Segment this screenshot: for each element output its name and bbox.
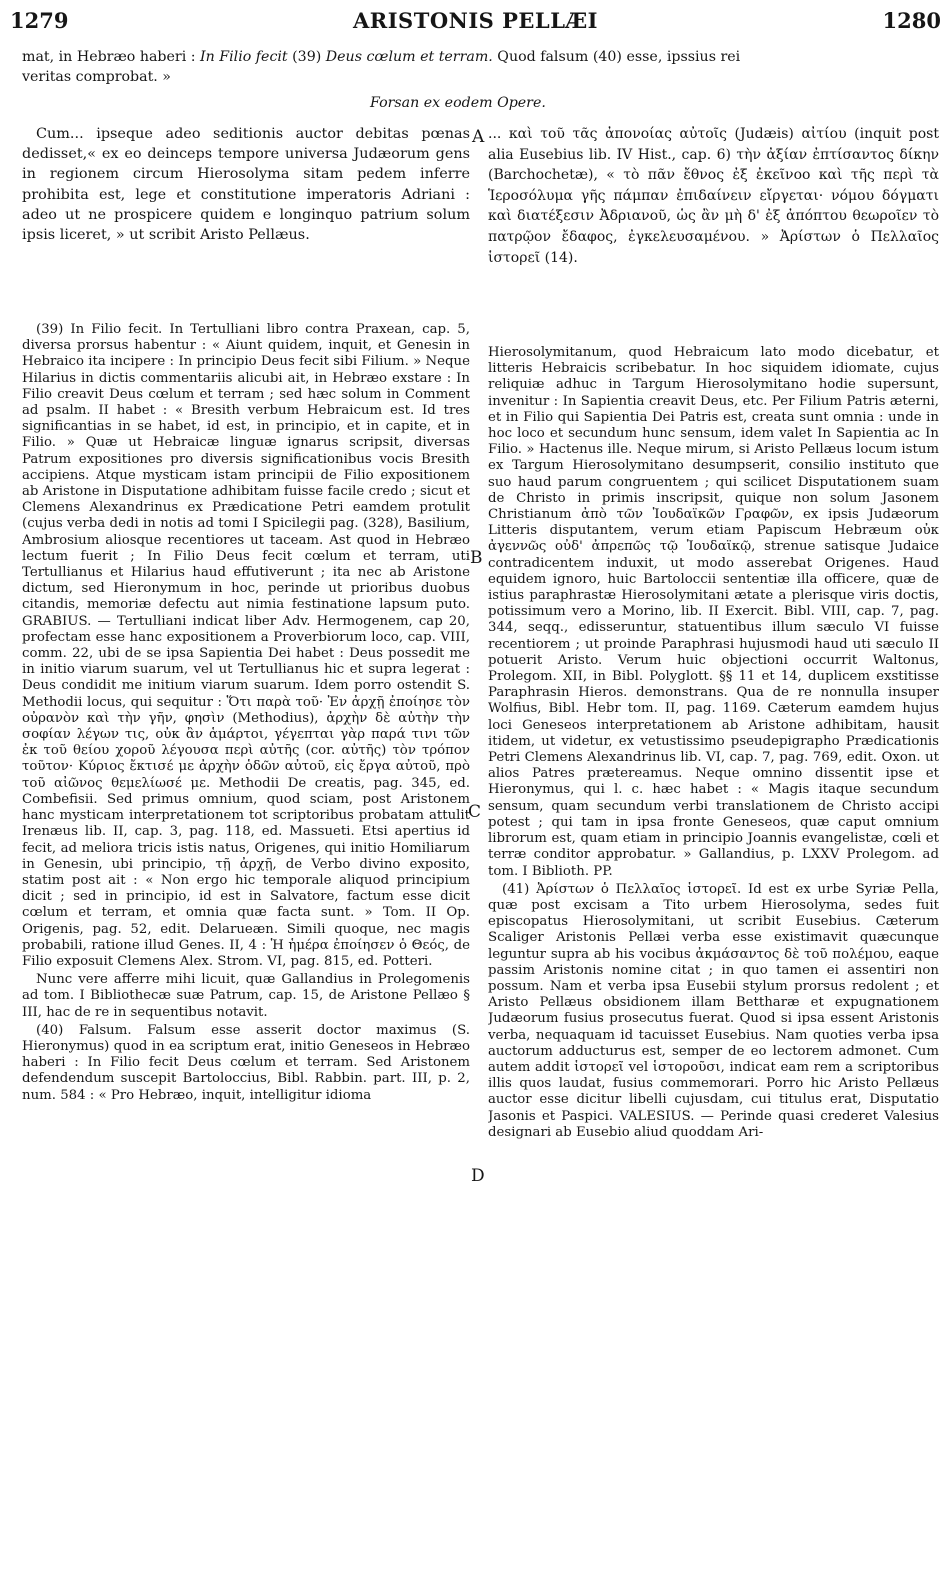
page-header <box>10 8 941 38</box>
running-title: ARISTONIS PELLÆI <box>352 8 599 33</box>
notes-left-column <box>22 322 470 1574</box>
intro-italic: Deus cœlum et terram. <box>325 49 493 65</box>
page-number-left: 1279 <box>10 8 69 33</box>
intro-segment: Quod falsum (40) esse, ipssius rei <box>492 49 741 65</box>
latin-fragment-text: Cum... ipseque adeo seditionis auctor debitas pœnas dedisset,« ex eo deinceps tempore universa Judæorum gens in regionem circum Hierosolyma sitam pedem inferre prohibita est, lege et constitutione imperatoris Adriani : adeo ut ne prospicere quidem e longinquo patrium solum ipsis liceret, » ut scribit Aristo Pellæus. <box>22 126 470 244</box>
greek-fragment <box>488 124 939 334</box>
margin-marker-a: A <box>472 127 485 147</box>
intro-text <box>22 48 939 87</box>
note-41: (41) Ἀρίστων ὁ Πελλαῖος ἱστορεῖ. Id est ex urbe Syriæ Pella, quæ post excisam a Tito urbem Hierosolyma, sedes fuit episcopatus Hierosolymitani, ut scribit Eusebius. Cæterum Scaliger Aristonis Pellæi verba esse existimavit quæcunque leguntur supra ab his vocibus ἀκμάσαντος δὲ τοῦ πολέμου, eaque passim Aristonis nomine citat ; in quo tamen ei assentiri non possum. Nam et verba ipsa Eusebii stylum prorsus redolent ; et Aristo Pellæus obsidionem illam Bettharæ et expugnationem Judæorum fusius prosecutus fuerat. Quod si ipsa essent Aristonis verba, nequaquam id tacuisset Eusebius. Nam quoties verba ipsa auctorum adducturus est, semper de eo lectorem admonet. Cum autem addit ἱστορεῖ vel ἱστοροῦσι, indicat eam rem a scriptoribus illis quos laudat, fusius commemorari. Porro hic Aristo Pellæus auctor esse dicitur libelli cujusdam, cui titulus erat, Disputatio Jasonis et Paspici. VALESIUS. — Perinde quasi crederet Valesius designari ab Eusebio aliud quoddam Ari- <box>488 881 939 1140</box>
greek-fragment-text: ... καὶ τοῦ τᾶς ἀπονοίας αὐτοῖς (Judæis) αἰτίου (inquit post alia Eusebius lib. IV Hist., cap. 6) τὴν ἀξίαν ἐπτίσαντος δίκην (Barchochetæ), « τὸ πᾶν ἔθνος ἐξ ἐκεῖνοο καὶ τῆς περὶ τὰ Ἱεροσόλυμα γῆς πάμπαν ἐπιδαίνειν εἴργεται· νόμου δόγματι καὶ διατέξεσιν Ἀδριανοῦ, ὡς ἂν μὴ δ' ἐξ ἀπόπτου θεωροῖεν τὸ πατρῷον ἔδαφος, ἐγκελευσαμένου. » Ἀρίστων ὁ Πελλαῖος ἱστορεῖ (14). <box>488 126 939 266</box>
note-40: (40) Falsum. Falsum esse asserit doctor maximus (S. Hieronymus) quod in ea scriptum erat, initio Geneseos in Hebræo haberi : In Filio fecit Deus cœlum et terram. Sed Aristonem defendendum suscepit Bartoloccius, Bibl. Rabbin. part. III, p. 2, num. 584 : « Pro Hebræo, inquit, intelligitur idioma <box>22 1022 470 1103</box>
note-40-continued: Hierosolymitanum, quod Hebraicum lato modo dicebatur, et litteris Hebraicis scribebatur. In hoc siquidem idiomate, cujus reliquiæ adhuc in Targum Hierosolymitano hodie supersunt, invenitur : In Sapientia creavit Deus, etc. Per Filium Patris æterni, et in Filio qui Sapientia Dei Patris est, creata sunt omnia : unde in hoc loco et secundum hunc sensum, idem valet In Sapientia ac In Filio. » Hactenus ille. Neque mirum, si Aristo Pellæus locum istum ex Targum Hierosolymitano desumpserit, consilio instituto que suo haud parum congruentem ; qui scilicet Disputationem suam de Christo in primis inscripsit, quique non solum Jasonem Christianum ἀπὸ τῶν Ἰουδαϊκῶν Γραφῶν, ex ipsis Judæorum Litteris disputantem, verum etiam Papiscum Hebræum οὐκ ἀγεννῶς οὐδ' ἀπρεπῶς τῷ Ἰουδαϊκῷ, strenue satisque Judaice contradicentem induxit, ut modo asserebat Origenes. Haud equidem ignoro, huic Bartoloccii sententiæ illa officere, quæ de istius paraphrastæ Hierosolymitani ætate a plerisque viris doctis, potissimum vero a Morino, lib. II Exercit. Bibl. VIII, cap. 7, pag. 344, seqq., edisseruntur, statuentibus illum sæculo VI fuisse recentiorem ; ut proinde Paraphrasi hujusmodi haud uti sæculo II potuerit Aristo. Verum huic objectioni occurrit Waltonus, Prolegom. XII, in Bibl. Polyglott. §§ 11 et 14, duplicem exstitisse Paraphrasin Hieros. demonstrans. Qua de re nonnulla insuper Wolfius, Bibl. Hebr tom. II, pag. 1169. Cæterum eamdem hujus loci Geneseos interpretationem ab Aristone adhibitam, hausit itidem, ut videtur, ex vetustissimo pseudepigrapho Prædicationis Petri Clemens Alexandrinus lib. VI, cap. 7, pag. 769, edit. Oxon. ut alios Patres prætereamus. Neque omnino dissentit ipse et Hieronymus, qui l. c. hæc habet : « Magis itaque secundum sensum, quam secundum verbi translationem de Christo accipi potest ; qui tam in ipsa fronte Geneseos, quæ caput omnium librorum est, quam etiam in principio Joannis evangelistæ, cœli et terræ conditor approbatur. » Gallandius, p. LXXV Prolegom. ad tom. I Biblioth. PP. <box>488 345 939 879</box>
latin-fragment <box>22 124 470 294</box>
intro-italic: In Filio fecit <box>200 49 288 65</box>
intro-segment: mat, in Hebræo haberi : <box>22 49 201 65</box>
note-39: (39) In Filio fecit. In Tertulliani libro contra Praxean, cap. 5, diversa prorsus habentur : « Aiunt quidem, inquit, et Genesin in Hebraico ita incipere : In principio Deus fecit sibi Filium. » Neque Hilarius in dictis commentariis alicubi ait, in Hebræo exstare : In Filio creavit Deus cœlum et terram ; sed hæc solum in Comment ad psalm. II habet : « Bresith verbum Hebraicum est. Id tres significantias in se habet, id est, in principio, et in capite, et in Filio. » Quæ ut Hebraicæ linguæ ignarus scripsit, diversas Patrum expositiones pro diversis significationibus vocis Bresith accipiens. Atque mysticam istam principii de Filio expositionem ab Aristone in Disputatione adhibitam fuisse facile credo ; sicut et Clemens Alexandrinus ex Prædicatione Petri eamdem protulit (cujus verba dedi in notis ad tomi I Spicilegii pag. (328), Basilium, Ambrosium aliosque recentiores ut taceam. Ast quod in Hebræo lectum fuerit ; In Filio Deus fecit cœlum et terram, uti Tertullianus et Hilarius haud effutiverunt ; ita nec ab Aristone dictum, sed Hieronymum in hoc, perinde ut prioribus duobus citandis, memoriæ defectu aut nimia festinatione lapsum puto. GRABIUS. — Tertulliani indicat liber Adv. Hermogenem, cap 20, profectam esse hanc expositionem a Proverbiorum loco, cap. VIII, comm. 22, ubi de se ipsa Sapientia Dei habet : Deus possedit me in initio viarum suarum, vel ut Tertullianus hic et supra legerat : Deus condidit me initium viarum suarum. Idem porro ostendit S. Methodii locus, qui sequitur : Ὅτι παρὰ τοῦ· Ἐν ἀρχῇ ἐποίησε τὸν οὐρανὸν καὶ τὴν γῆν, φησὶν (Methodius), ἀρχὴν δὲ αὐτὴν τὴν σοφίαν λέγων τις, οὐκ ἂν ἁμάρτοι, γέγεπται γὰρ παρά τινι τῶν ἐκ τοῦ θείου χοροῦ λέγουσα περὶ αὐτῆς (cor. αὐτῆς) τὸν τρόπον τοῦτον· Κύριος ἔκτισέ με ἀρχὴν ὁδῶν αὐτοῦ, εἰς ἔργα αὐτοῦ, πρὸ τοῦ αἰῶνος θεμελίωσέ με. Methodii De creatis, pag. 345, ed. Combefisii. Sed primus omnium, quod sciam, post Aristonem hanc mysticam interpretationem tot scriptoribus probatam attulit Irenæus lib. II, cap. 3, pag. 118, ed. Massueti. Etsi apertius id fecit, ad meliora tricis istis natus, Origenes, qui initio Homiliarum in Genesin, ubi principio, τῇ ἀρχῇ, de Verbo divino exposito, statim post ait : « Non ergo hic temporale aliquod principium dicit ; sed in principio, id est in Salvatore, factum esse dicit cœlum et terram, et omnia quæ facta sunt. » Tom. II Op. Origenis, pag. 52, edit. Delarueæn. Simili quoque, nec magis probabili, ratione illud Genes. II, 4 : Ἡ ἡμέρα ἐποίησεν ὁ Θεός, de Filio exposuit Clemens Alex. Strom. VI, pag. 815, ed. Potteri. <box>22 322 470 969</box>
note-gallandius-intro: Nunc vere afferre mihi licuit, quæ Gallandius in Prolegomenis ad tom. I Bibliothecæ suæ Patrum, cap. 15, de Aristone Pellæo § III, hac de re in sequentibus notavit. <box>22 972 470 1020</box>
page-number-right: 1280 <box>882 8 941 33</box>
notes-right-column <box>488 345 939 1574</box>
section-subheading: Forsan ex eodem Opere. <box>370 95 546 111</box>
intro-segment: (39) <box>287 49 326 65</box>
margin-marker-d: D <box>471 1166 485 1186</box>
margin-marker-b: B <box>470 548 483 568</box>
margin-marker-c: C <box>468 802 482 822</box>
intro-segment: veritas comprobat. » <box>22 68 171 85</box>
